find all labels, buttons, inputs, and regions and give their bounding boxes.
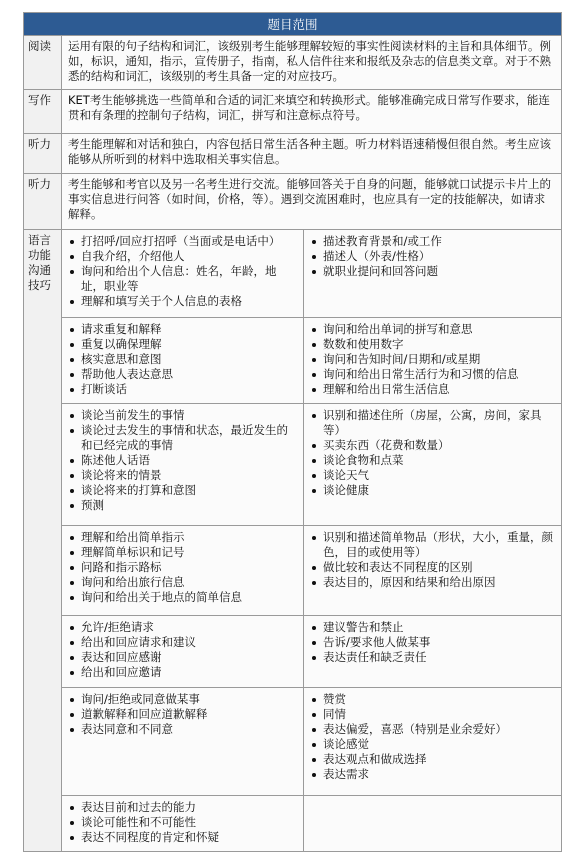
function-item: 谈论当前发生的事情 (66, 408, 299, 423)
row-text: 考生能理解和对话和独白，内容包括日常生活各种主题。听力材料语速稍慢但很自然。考生应该能够从所听到的材料中选取相关事实信息。 (62, 134, 562, 174)
function-item: 表达偏爱，喜恶（特别是业余爱好） (308, 722, 557, 737)
scope-table (23, 12, 562, 852)
function-row (24, 230, 562, 318)
function-item: 谈论过去发生的事情和状态，最近发生的和已经完成的事情 (66, 423, 299, 453)
function-item: 询问和告知时间/日期和/或星期 (308, 352, 557, 367)
function-list-left (62, 688, 304, 796)
function-list-right (304, 688, 562, 796)
function-item: 允许/拒绝请求 (66, 620, 299, 635)
function-item: 陈述他人话语 (66, 453, 299, 468)
function-item: 询问和给出旅行信息 (66, 575, 299, 590)
function-list-right (304, 616, 562, 688)
function-list-left (62, 796, 304, 852)
function-item: 做比较和表达不同程度的区别 (308, 560, 557, 575)
function-list-left (62, 404, 304, 526)
function-item: 谈论将来的打算和意图 (66, 483, 299, 498)
function-item: 表达同意和不同意 (66, 722, 299, 737)
function-item: 识别和描述简单物品（形状，大小，重量，颜色，目的或使用等） (308, 530, 557, 560)
function-item: 理解简单标识和记号 (66, 545, 299, 560)
function-list-left (62, 616, 304, 688)
function-list-right (304, 404, 562, 526)
row-label: 听力 (24, 134, 62, 174)
function-item: 预测 (66, 498, 299, 513)
function-item: 描述人（外表/性格） (308, 249, 557, 264)
function-item: 问路和指示路标 (66, 560, 299, 575)
function-item: 谈论感觉 (308, 737, 557, 752)
function-item: 重复以确保理解 (66, 337, 299, 352)
function-item: 询问和给出单词的拼写和意思 (308, 322, 557, 337)
function-item: 表达和回应感谢 (66, 650, 299, 665)
function-item: 谈论健康 (308, 483, 557, 498)
function-item: 请求重复和解释 (66, 322, 299, 337)
function-list-left (62, 526, 304, 616)
function-item: 打断谈话 (66, 382, 299, 397)
function-row (24, 318, 562, 404)
row-label: 听力 (24, 174, 62, 230)
function-item: 告诉/要求他人做某事 (308, 635, 557, 650)
table-row-speaking (24, 174, 562, 230)
function-item: 帮助他人表达意思 (66, 367, 299, 382)
function-item: 买卖东西（花费和数量） (308, 438, 557, 453)
function-list-right (304, 230, 562, 318)
function-row (24, 616, 562, 688)
scope-table-container (23, 12, 561, 852)
function-item: 表达需求 (308, 767, 557, 782)
function-item: 询问和给出关于地点的简单信息 (66, 590, 299, 605)
function-item: 理解和给出日常生活信息 (308, 382, 557, 397)
function-item: 道歉解释和回应道歉解释 (66, 707, 299, 722)
function-item: 谈论食物和点菜 (308, 453, 557, 468)
function-item: 描述教育背景和/或工作 (308, 234, 557, 249)
row-label: 写作 (24, 90, 62, 134)
function-item: 就职业提问和回答问题 (308, 264, 557, 279)
function-item: 询问/拒绝或同意做某事 (66, 692, 299, 707)
function-list-right (304, 526, 562, 616)
function-list-right (304, 796, 562, 852)
function-item: 理解和填写关于个人信息的表格 (66, 294, 299, 309)
function-item: 自我介绍，介绍他人 (66, 249, 299, 264)
function-item: 同情 (308, 707, 557, 722)
function-list-left (62, 230, 304, 318)
function-item: 理解和给出简单指示 (66, 530, 299, 545)
function-row (24, 796, 562, 852)
function-item: 给出和回应邀请 (66, 665, 299, 680)
function-item: 表达不同程度的肯定和怀疑 (66, 830, 299, 845)
row-text: 运用有限的句子结构和词汇，该级别考生能够理解较短的事实性阅读材料的主旨和具体细节。例如，标识，通知，指示，宣传册子，指南，私人信件往来和报纸及杂志的信息类文章。对于不熟悉的结构和词汇，该级别的考生具备一定的对应技巧。 (62, 36, 562, 90)
table-row-writing (24, 90, 562, 134)
table-row-reading (24, 36, 562, 90)
table-title: 题目范围 (24, 13, 562, 36)
functions-label: 语言功能沟通技巧 (24, 230, 62, 852)
function-item: 表达观点和做成选择 (308, 752, 557, 767)
function-item: 表达目前和过去的能力 (66, 800, 299, 815)
row-text: 考生能够和考官以及另一名考生进行交流。能够回答关于自身的问题，能够就口试提示卡片上的事实信息进行问答（如时间，价格，等）。遇到交流困难时，也应具有一定的技能解决，如请求解释。 (62, 174, 562, 230)
function-item: 表达责任和缺乏责任 (308, 650, 557, 665)
row-text: KET考生能够挑选一些简单和合适的词汇来填空和转换形式。能够准确完成日常写作要求，能连贯和有条理的控制句子结构，词汇，拼写和注意标点符号。 (62, 90, 562, 134)
row-label: 阅读 (24, 36, 62, 90)
function-item: 打招呼/回应打招呼（当面或是电话中） (66, 234, 299, 249)
function-item: 建议警告和禁止 (308, 620, 557, 635)
function-item: 谈论将来的情景 (66, 468, 299, 483)
table-row-listening (24, 134, 562, 174)
function-item: 询问和给出日常生活行为和习惯的信息 (308, 367, 557, 382)
function-item: 谈论可能性和不可能性 (66, 815, 299, 830)
function-list-left (62, 318, 304, 404)
function-list-right (304, 318, 562, 404)
function-row (24, 688, 562, 796)
function-item: 询问和给出个人信息：姓名，年龄，地址，职业等 (66, 264, 299, 294)
function-row (24, 526, 562, 616)
function-item: 赞赏 (308, 692, 557, 707)
function-item: 数数和使用数字 (308, 337, 557, 352)
function-item: 谈论天气 (308, 468, 557, 483)
function-item: 表达目的，原因和结果和给出原因 (308, 575, 557, 590)
function-item: 核实意思和意图 (66, 352, 299, 367)
function-item: 识别和描述住所（房屋，公寓，房间，家具等） (308, 408, 557, 438)
function-item: 给出和回应请求和建议 (66, 635, 299, 650)
function-row (24, 404, 562, 526)
